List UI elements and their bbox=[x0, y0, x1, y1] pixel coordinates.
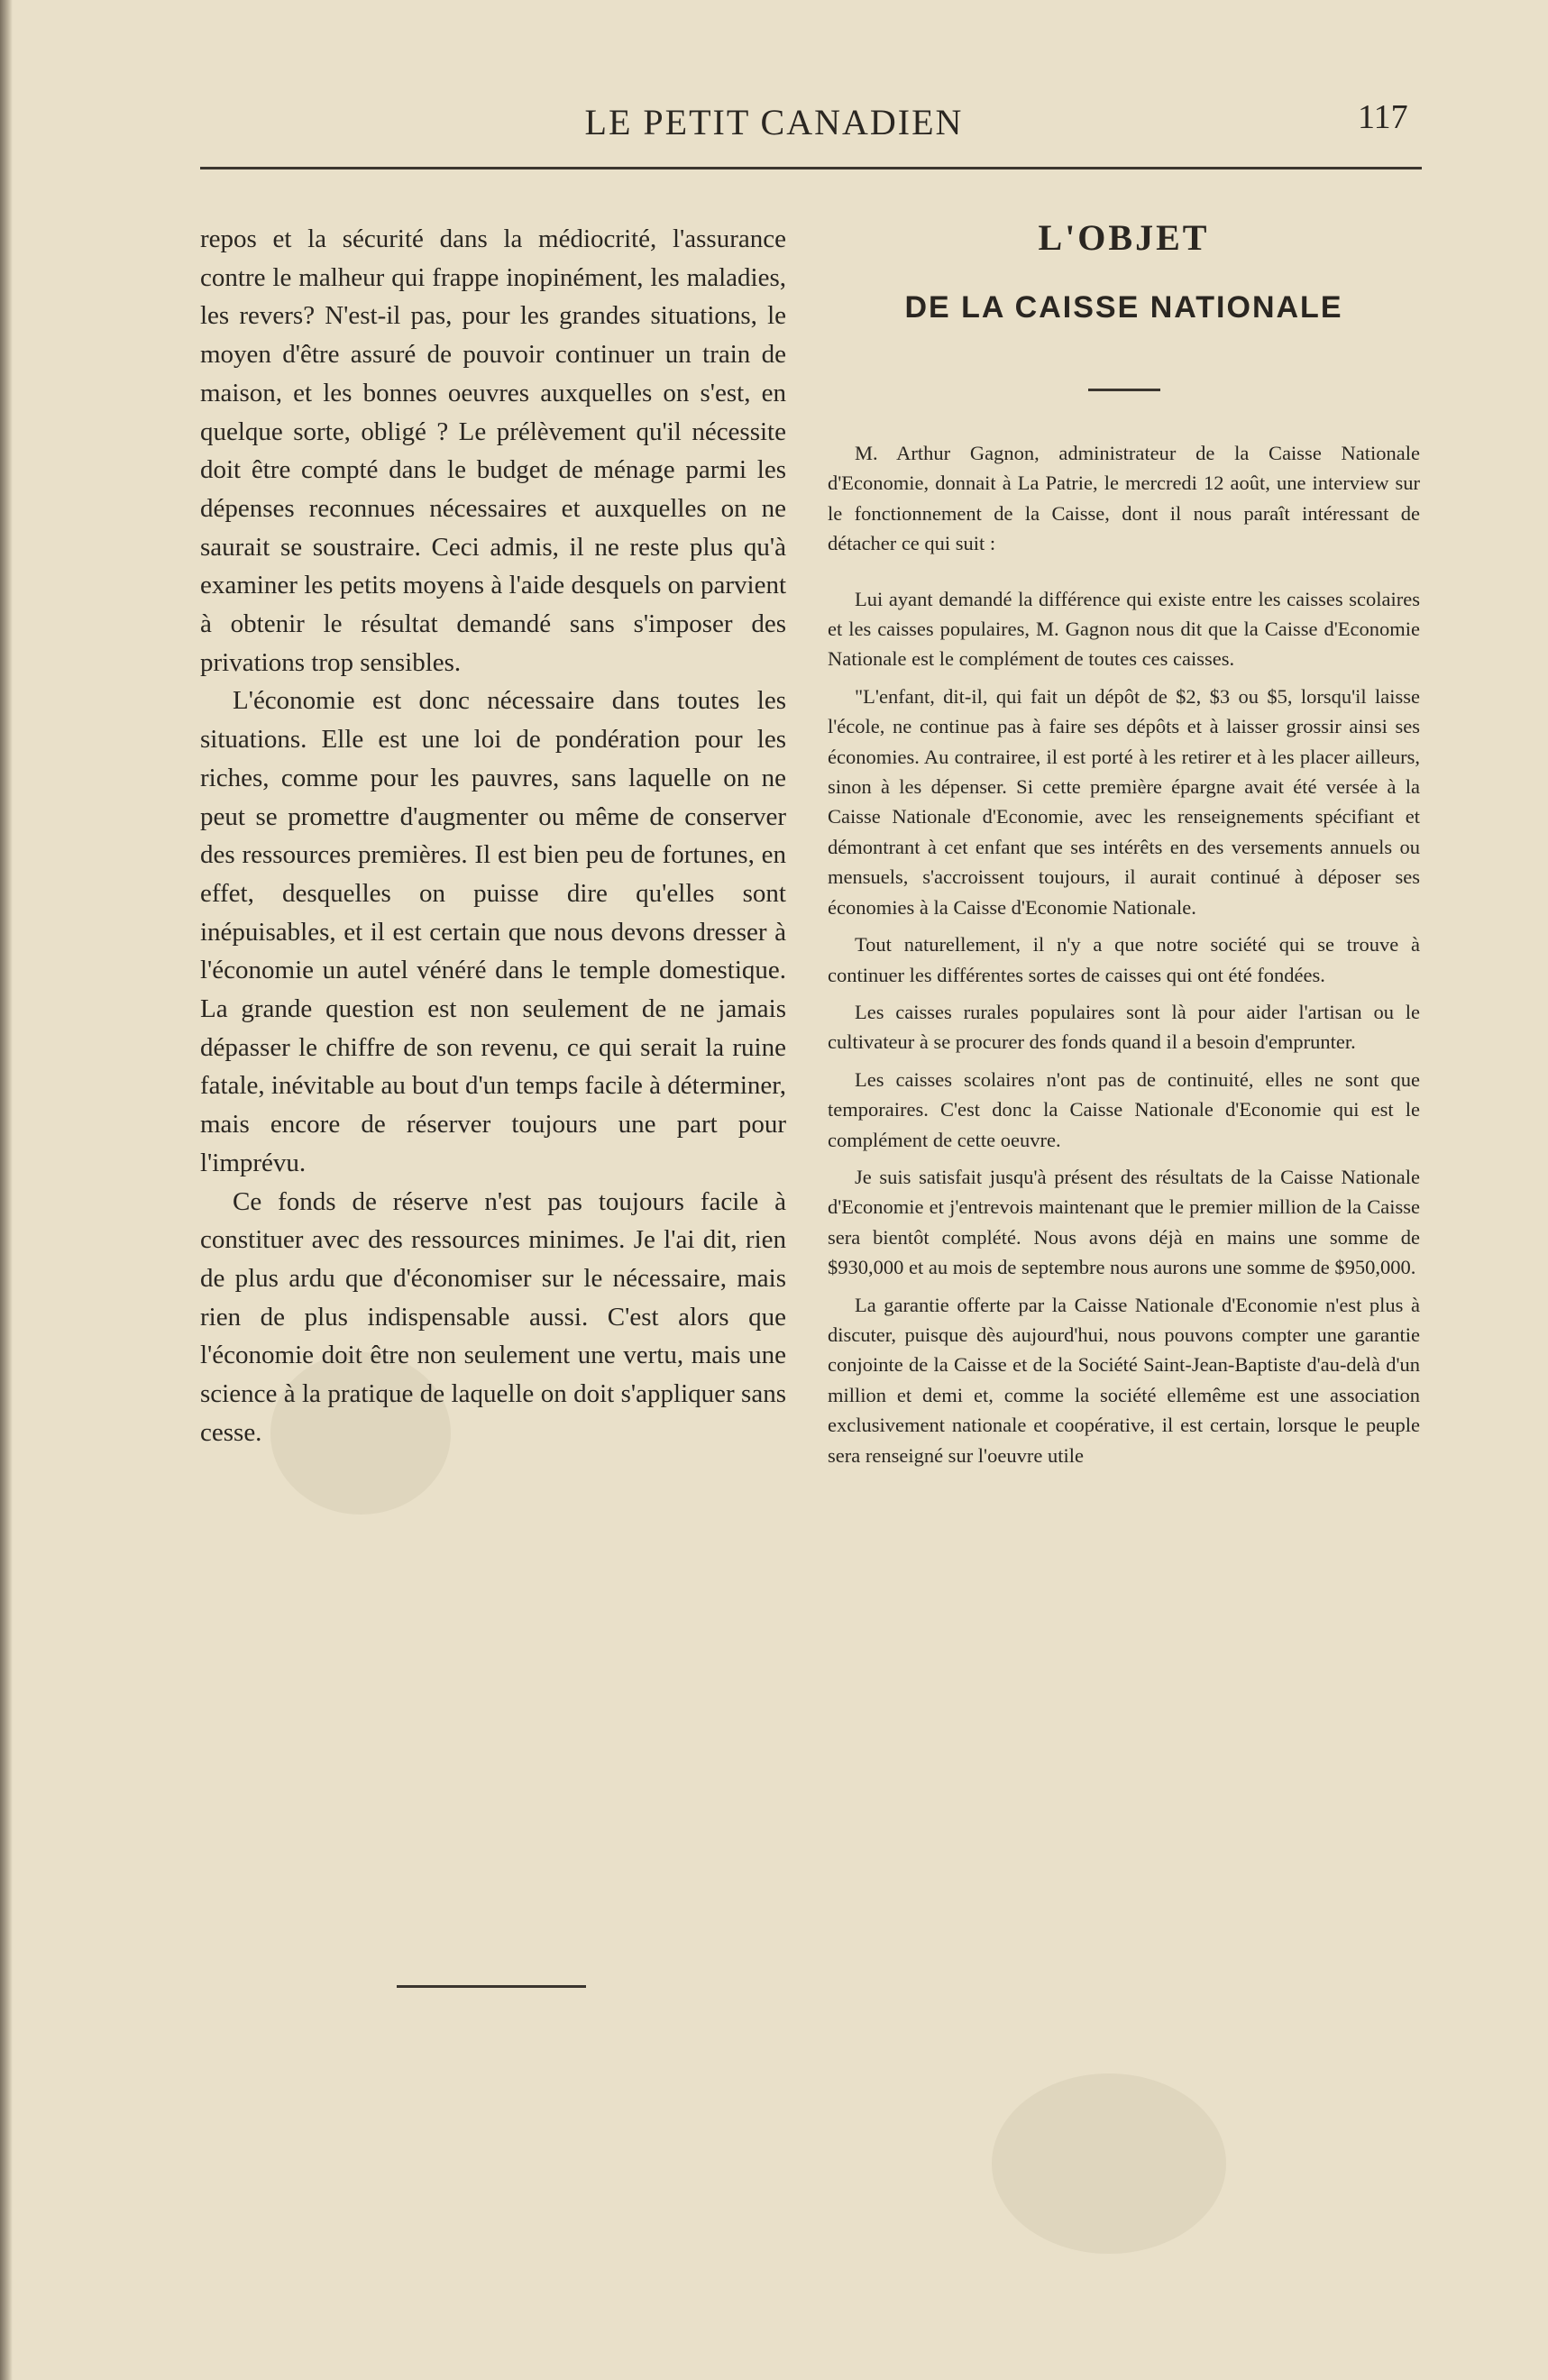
title-divider bbox=[1088, 389, 1160, 391]
left-paragraph: repos et la sécurité dans la médiocrité, l'assurance contre le malheur qui frappe inopinément, les maladies, les revers? N'est-il pas, pour les grandes situations, le moyen d'être assuré de pouvoir continuer un train de maison, et les bonnes oeuvres auxquelles on s'est, en quelque sorte, obligé ? Le prélèvement qu'il nécessite doit être compté dans le budget de ménage parmi les dépenses reconnues nécessaires et auxquelles on ne saurait se soustraire. Ceci admis, il ne reste plus qu'à examiner les petits moyens à l'aide desquels on parvient à obtenir le résultat demandé sans s'imposer des privations trop sensibles. bbox=[200, 224, 786, 677]
running-title: LE PETIT CANADIEN bbox=[584, 102, 964, 142]
paper-stain bbox=[992, 2073, 1226, 2254]
article-paragraph: Je suis satisfait jusqu'à présent des résultats de la Caisse Nationale d'Economie et j'entrevois maintenant que le premier million de la Caisse sera bientôt complété. Nous avons déjà en mains une somme de $930,000 et au mois de septembre nous aurons une somme de $950,000. bbox=[828, 1165, 1420, 1279]
article-body bbox=[828, 438, 1420, 1470]
header-rule bbox=[200, 167, 1422, 169]
article-paragraph: "L'enfant, dit-il, qui fait un dépôt de $2, $3 ou $5, lorsqu'il laisse l'école, ne continue pas à faire ses dépôts et à laisser grossir ainsi ses économies. Au contrairee, il est porté à les retirer et à les placer ailleurs, sinon à les dépenser. Si cette première épargne avait été versée à la Caisse Nationale d'Economie, avec les renseignements spécifiant et démontrant à cet enfant que ses intérêts en des versements annuels ou mensuels, s'accroissent toujours, il aurait continué à déposer ses économies à la Caisse d'Economie Nationale. bbox=[828, 684, 1420, 919]
left-paragraph: L'économie est donc nécessaire dans toutes les situations. Elle est une loi de pondération pour les riches, comme pour les pauvres, sans laquelle on ne peut se promettre d'augmenter ou même de conserver des ressources premières. Il est bien peu de fortunes, en effet, desquelles on puisse dire qu'elles sont inépuisables, et il est certain que nous devons dresser à l'économie un autel vénéré dans le temple domestique. La grande question est non seulement de ne jamais dépasser le chiffre de son revenu, ce qui serait la ruine fatale, inévitable au bout d'un temps facile à déterminer, mais encore de réserver toujours une part pour l'imprévu. bbox=[200, 686, 786, 1177]
page-binding-edge bbox=[0, 0, 13, 2380]
article-paragraph: Les caisses rurales populaires sont là pour aider l'artisan ou le cultivateur à se procurer des fonds quand il a besoin d'emprunter. bbox=[828, 1000, 1420, 1054]
left-paragraph: Ce fonds de réserve n'est pas toujours facile à constituer avec des ressources minimes. Je l'ai dit, rien de plus ardu que d'économiser sur le nécessaire, mais rien de plus indispensable aussi. C'est alors que l'économie doit être non seulement une vertu, mais une science à la pratique de laquelle on doit s'appliquer sans cesse. bbox=[200, 1186, 786, 1447]
article-subtitle: DE LA CAISSE NATIONALE bbox=[904, 290, 1343, 325]
article-paragraph: La garantie offerte par la Caisse Nationale d'Economie n'est plus à discuter, puisque dès aujourd'hui, nous pouvons compter une garantie conjointe de la Caisse et de la Société Saint-Jean-Baptiste d'au-delà d'un million et demi et, comme la société ellemême est une association exclusivement nationale et coopérative, il est certain, lorsque le peuple sera renseigné sur l'oeuvre utile bbox=[828, 1293, 1420, 1467]
left-column bbox=[200, 220, 786, 1452]
left-column-end-rule bbox=[397, 1985, 586, 1988]
right-column bbox=[828, 216, 1420, 1470]
article-paragraph: M. Arthur Gagnon, administrateur de la Caisse Nationale d'Economie, donnait à La Patrie, le mercredi 12 août, une interview sur le fonctionnement de la Caisse, dont il nous paraît intéressant de détacher ce qui suit : bbox=[828, 442, 1420, 555]
article-paragraph: Tout naturellement, il n'y a que notre société qui se trouve à continuer les différentes sortes de caisses qui ont été fondées. bbox=[828, 933, 1420, 986]
article-paragraph: Lui ayant demandé la différence qui existe entre les caisses scolaires et les caisses populaires, M. Gagnon nous dit que la Caisse d'Economie Nationale est le complément de toutes ces caisses. bbox=[828, 587, 1420, 671]
article-title: L'OBJET bbox=[1038, 217, 1210, 258]
page-number: 117 bbox=[1358, 98, 1408, 136]
article-paragraph: Les caisses scolaires n'ont pas de continuité, elles ne sont que temporaires. C'est donc la Caisse Nationale d'Economie qui est le complément de cette oeuvre. bbox=[828, 1067, 1420, 1151]
